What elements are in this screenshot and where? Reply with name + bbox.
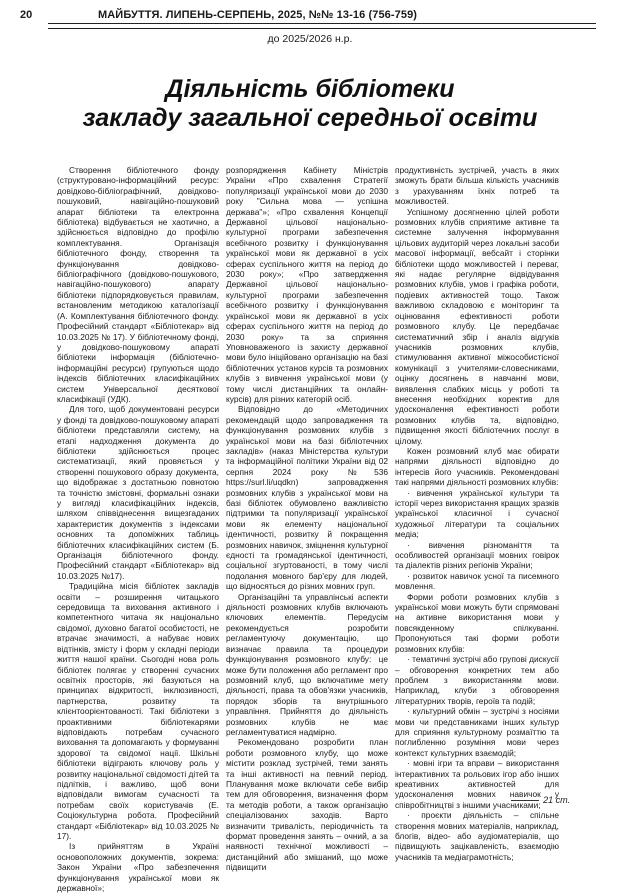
article-title (0, 72, 620, 136)
paragraph: · тематичні зустрічі або групові дискусії – обговорення конкретних тем або проблем з використанням мови. Наприклад, клуби з обговорення літературних творів, героїв та подій; (395, 654, 559, 706)
paragraph: Кожен розмовний клуб має обирати напрями діяльності відповідно до інтересів його учасників. Рекомендовані такі напрями діяльності розмовних клубів: (395, 445, 559, 488)
paragraph: Створення бібліотечного фонду (структуровано-інформаційний ресурс: довідково-бібліографічний, довідково-пошуковий, навігаційно-пошуковий апарат бібліотеки та електронна бібліотека) відбувається не хаотично, а здійснюється відповідно до профілю комплектування. Організація бібліотечного фонду, створення та функціонування довідково-бібліографічного (довідково-пошукового, навігаційно-пошукового) апарату бібліотеки підпорядковується правилам, встановленим методикою каталогізації (А. Комплектування бібліотечного фонду. Професійний стандарт «Бібліотекар» від 10.03.2025 № 17). У бібліотечному фонді, у довідково-пошуковому апараті бібліотеки інформація (бібліотечно-інформаційні ресурси) групуються щодо індексів бібліотечних класифікаційних систем Універсальної десяткової класифікації (УДК). (57, 165, 219, 404)
page-number: 20 (20, 9, 33, 21)
continued-indicator (511, 795, 570, 805)
paragraph: · мовні ігри та вправи – використання інтерактивних та рольових ігор або інших креативних активностей для удосконалення мовних навичок у співробітництві з іншими учасниками; (395, 758, 559, 810)
paragraph: Організаційні та управлінські аспекти діяльності розмовних клубів включають ключових елементів. Передусім рекомендується розробити регламентуючу документацію, що визначає правила та процедури функціонування розмовного клубу: це може бути положення або регламент про розмовний клуб, що включатиме мету діяльності, права та обов'язки учасників, порядок зборів та внутрішнього управління. Прийняття до діяльність розмовних клубів не має регламентуватися надмірно. (226, 591, 388, 737)
header-rule-top (48, 23, 596, 24)
paragraph: Для того, щоб документовані ресурси у фонді та довідково-пошуковому апараті бібліотеки представляли систему, на етапі надходження документа до бібліотеки здійснюється процес систематизації, який провяється у створенні пошукового образу документа, що відображає з достатньою повнотою та точністю змістовні, формальні ознаки у вигляді класифікаційних індексів, шляхом співвіднесення вищезгаданих характеристик документів з індексами основних та допоміжних таблиць бібліотечних класифікаційних систем (Б. Організація бібліотечного фонду. Професійний стандарт «Бібліотекар» від 10.03.2025 №17). (57, 404, 219, 581)
paragraph: продуктивність зустрічей, участь в яких зможуть брати більша кількість учасників з урахуванням їхніх потреб та можливостей. (395, 165, 559, 207)
paragraph: Із прийняттям в Україні основоположних документів, зокрема: Закон України «Про забезпечення функціонування української мови як державної»; (57, 841, 219, 893)
paragraph: · вивчення різноманіття та особливостей організації мовних говірок та діалектів різних регіонів України; (395, 539, 559, 571)
paragraph: Успішному досягненню цілей роботи розмовних клубів сприятиме активне та системне залучення інформування цільових аудиторій через локальні засоби масової інформації, вебсайт і сторінки бібліотеки щодо можливостей і переваг, які надає регулярне відвідування розмовних клубів, умов і графіка роботи, подіевих активностей тощо. Також важливою складовою є моніторинг та оцінювання ефективності роботи розмовного клубу. Це передбачає систематичний збір і аналіз відгуків учасників розмовних клубів, стимулювання активної міжособистісної комунікації з учителями-словесниками, оцінку досягнень в навчанні мови, виявлення слабких місць у роботі та внесення необхідних коректив для удосконалення ефективності роботи розмовних клубів та, відповідно, підвищення якості бібліотечних послуг в цілому. (395, 206, 559, 446)
paragraph: Відповідно до «Методичних рекомендацій щодо запровадження та функціонування розмовних клубів з української мови на базі бібліотечних закладів» (наказ Міністерства культури та інформаційної політики України від 02 серпня 2024 року №536 https://surl.li/uqdkn) запровадження розмовних клубів з української мови на базі бібліотек обумовлено важливістю підтримки та популяризації української мови як елементу національної ідентичності, розвитку й покращення розмовних навичок, зміцнення культурної єдності та громадянської ідентичності, соціальної згуртованості, в тому числі подолання мовного бар'єру для людей, що відносяться до різних мовних груп. (226, 404, 388, 592)
text-column-3 (395, 165, 559, 862)
text-column-2 (226, 165, 388, 873)
paragraph: Рекомендовано розробити план роботи розмовного клубу, що може містити розклад зустрічей, теми занять та інші активності на певний період. Планування може включати себе вибір тем для обговорення, визначення форм та методів роботи, а також організацію спеціалізованих заходів. Варто визначити тривалість, періодичність та формат проведення занять – очний, а за наявності технічної можливості – дистанційний або змішаний, що може підвищити (226, 737, 388, 873)
arrow-line-icon (511, 800, 539, 801)
text-column-1 (57, 165, 219, 893)
journal-title: МАЙБУТТЯ. ЛИПЕНЬ-СЕРПЕНЬ, 2025, №№ 13-16 (756-759) (98, 9, 418, 21)
paragraph: Традиційна місія бібліотек закладів освіти – розширення читацького середовища та виховання активного і компетентного читача як національно свідомої, духовно багатої особистості, не втрачає значимості, а набуває нових відтінків, змісту і форм у складні періоди життя нашої країни. Сьогодні нова роль бібліотек полягає у створенні сучасних освітніх просторів, які базуються на принципах відкритості, інклюзивності, партнерства, розвитку та клієнтоорієнтованості. Такі бібліотеки з проактивними бібліотекарями відповідають потребам сучасного виховання та допомагають у формуванні здорової та свідомої нації. Шкільні бібліотеки відіграють ключову роль у розвитку національної свідомості дітей та підлітків, і важливо, щоб вони відповідали вимогам сучасності та потребам своїх користувачів (Е. Соціокультурна робота. Професійний стандарт «Бібліотекар» від 10.03.2025 № 17). (57, 581, 219, 841)
article-title-line-1: Діяльність бібліотеки (165, 75, 455, 103)
paragraph: · культурний обмін – зустрічі з носіями мови чи представниками інших культур для сприяння культурному розмаїттю та поглибленню розуміння мови через контекст культурних взаємодій; (395, 706, 559, 758)
paragraph: · вивчення української культури та історії через використання кращих зразків української класичної і сучасної художньої літератури та соціальних медіа; (395, 487, 559, 540)
paragraph: · розвиток навичок усної та писемного мовлення. (395, 570, 559, 592)
continued-page-ref: 21 ст. (543, 795, 570, 805)
header-rule-bottom (48, 28, 596, 29)
paragraph: Форми роботи розмовних клубів з української мови можуть бути спрямовані на активне використання мови у повсякденному спілкуванні. Пропонуються такі форми роботи розмовних клубів: (395, 591, 559, 654)
paragraph: · проєкти діяльність – спільне створення мовних матеріалів, наприклад, блогів, відео- або аудіоматеріалів, що підвищують зацікавленість, взаємодію учасників та медіаграмотність; (395, 810, 559, 862)
section-subtag: до 2025/2026 н.р. (267, 33, 353, 45)
running-header (20, 4, 602, 24)
paragraph: розпорядження Кабінету Міністрів України «Про схвалення Стратегії популяризації української мови до 2030 року "Сильна мова — успішна держава"»; «Про схвалення Концепції Державної цільової національно-культурної програми забезпечення всебічного розвитку і функціонування української мови як державної в усіх сферах суспільного життя на період до 2030 року»; «Про затвердження Державної цільової національно-культурної програми забезпечення всебічного розвитку і функціонування української мови як державної в усіх сферах суспільного життя на період до 2030 року» та за сприяння Уповноваженого із захисту державної мови було ініційовано організацію на базі бібліотечних установ курсів та розмовних клубів з вивчення української мови (у тому числі дистанційних та онлайн-курсів) для різних категорій осіб. (226, 165, 388, 404)
article-title-line-2: закладу загальної середньої освіти (82, 104, 538, 132)
